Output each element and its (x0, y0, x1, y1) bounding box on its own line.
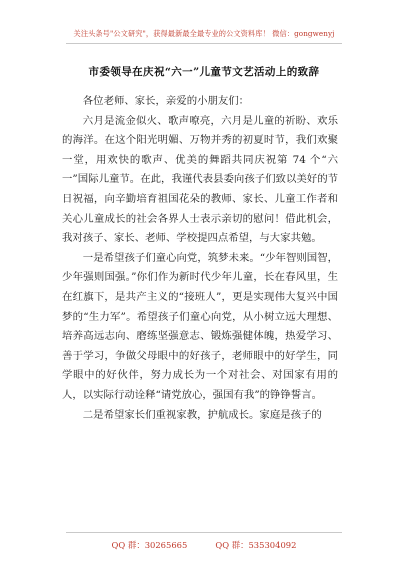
paragraph-point-one: 一是希望孩子们童心向党，筑梦未来。“少年智则国智，少年强则国强。”你们作为新时代少年儿童，长在春风里，生在红旗下，是共产主义的“接班人”，更是实现伟大复兴中国梦的“生力军”。希望孩子们童心向党，从小树立远大理想、培养高远志向、磨练坚强意志、锻炼强健体魄，热爱学习、善于学习，争做父母眼中的好孩子，老师眼中的好学生，同学眼中的好伙伴，努力成长为一个对社会、对国家有用的人，以实际行动诠释“请党放心，强国有我”的铮铮誓言。 (62, 251, 338, 401)
header-promo-note: 关注头条号"公文研究"，获得最新最全最专业的公文资料库！ 微信：gongwenyj (73, 29, 335, 38)
paragraph-point-two: 二是希望家长们重视家教，护航成长。家庭是孩子的 (82, 408, 322, 421)
salutation: 各位老师、家长，亲爱的小朋友们： (82, 95, 250, 107)
document-title: 市委领导在庆祝“六一”儿童节文艺活动上的致辞 (88, 66, 320, 78)
footer-qq-group-right: QQ 群：535304092 (215, 540, 297, 550)
header-divider (66, 43, 342, 44)
footer-contact (0, 539, 408, 551)
footer-divider (66, 532, 342, 533)
document-body (62, 92, 338, 425)
footer-qq-group-left: QQ 群：30265665 (111, 540, 188, 550)
paragraph-intro: 六月是流金似火、歌声嘹亮，六月是儿童的祈盼、欢乐的海洋。在这个阳光明媚、万物并秀的初夏时节，我们欢聚一堂，用欢快的歌声、优美的舞蹈共同庆祝第 74 个“六一”国际儿童节。在此，我谨代表县委向孩子们致以美好的节日祝福，向辛勤培育祖国花朵的教师、家长、儿童工作者和关心儿童成长的社会各界人士表示亲切的慰问！借此机会，我对孩子、家长、老师、学校提四点希望，与大家共勉。 (62, 114, 338, 245)
